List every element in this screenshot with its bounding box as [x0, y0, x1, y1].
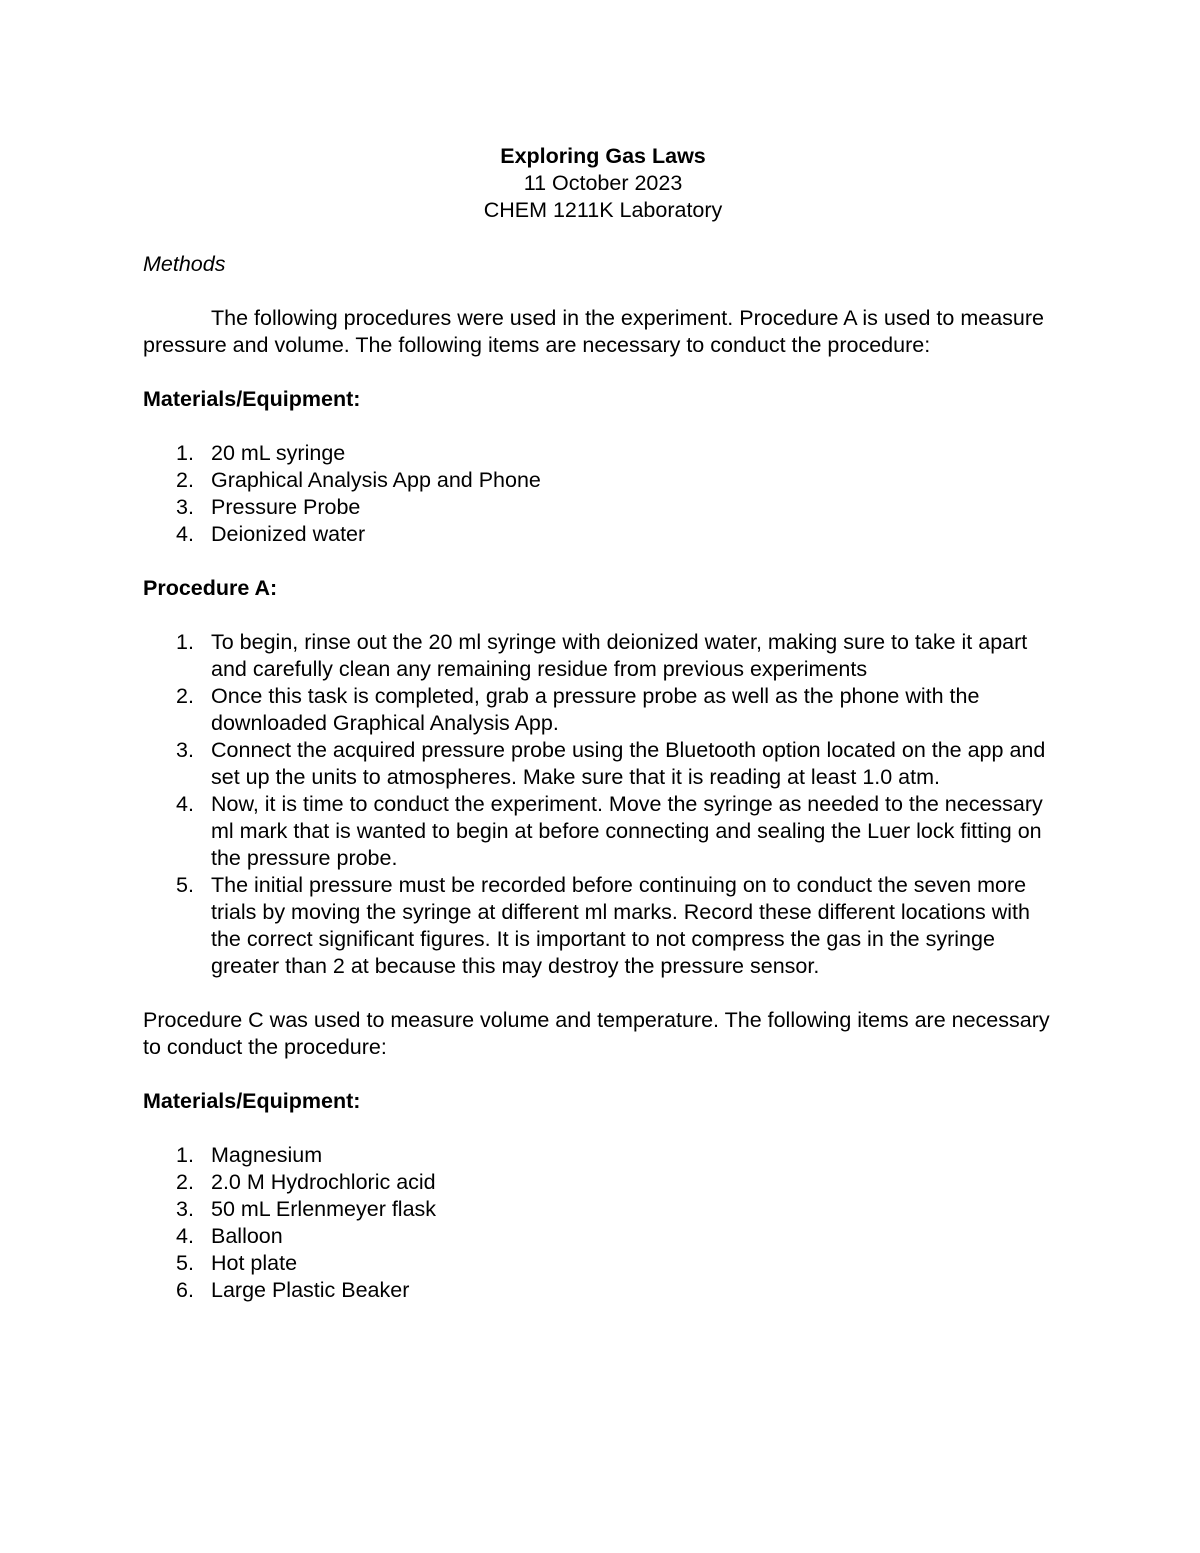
step-text: To begin, rinse out the 20 ml syringe with deionized water, making sure to take it apart and carefully clean any remaining residue from previous experiments	[211, 630, 1028, 681]
procedure-step	[143, 872, 1063, 980]
list-item-text: Graphical Analysis App and Phone	[211, 468, 541, 492]
list-item-text: 50 mL Erlenmeyer flask	[211, 1197, 437, 1221]
list-number: 4.	[176, 522, 194, 546]
list-number: 2.	[176, 1170, 194, 1194]
list-number: 3.	[176, 495, 194, 519]
procedure-a-list	[143, 629, 1063, 980]
list-item	[143, 521, 1063, 548]
materials-a-heading: Materials/Equipment:	[143, 387, 361, 411]
procedure-step	[143, 737, 1063, 791]
list-item-text: Deionized water	[211, 522, 366, 546]
procedure-a-heading: Procedure A:	[143, 576, 278, 600]
materials-a-list	[143, 440, 1063, 548]
step-text: Now, it is time to conduct the experiment. Move the syringe as needed to the necessary ml mark that is wanted to begin at before connecting and sealing the Luer lock fitting on the pressure probe.	[211, 792, 1043, 870]
list-number: 1.	[176, 441, 194, 465]
intro-paragraph: The following procedures were used in the experiment. Procedure A is used to measure pressure and volume. The following items are necessary to conduct the procedure:	[143, 306, 1044, 357]
step-number: 1.	[176, 630, 194, 654]
list-number: 4.	[176, 1224, 194, 1248]
materials-c-list	[143, 1142, 1063, 1304]
list-item-text: Magnesium	[211, 1143, 323, 1167]
step-text: The initial pressure must be recorded before continuing on to conduct the seven more trials by moving the syringe at different ml marks. Record these different locations with the correct significant figures. It is important to not compress the gas in the syringe greater than 2 at because this may destroy the pressure sensor.	[211, 873, 1030, 978]
procedure-step	[143, 629, 1063, 683]
methods-heading: Methods	[143, 252, 226, 276]
materials-c-heading: Materials/Equipment:	[143, 1089, 361, 1113]
step-text: Connect the acquired pressure probe using the Bluetooth option located on the app and set up the units to atmospheres. Make sure that it is reading at least 1.0 atm.	[211, 738, 1046, 789]
list-number: 6.	[176, 1278, 194, 1302]
list-item	[143, 1277, 1063, 1304]
document-title: Exploring Gas Laws	[500, 144, 706, 168]
list-item	[143, 467, 1063, 494]
procedure-c-intro: Procedure C was used to measure volume and temperature. The following items are necessary to conduct the procedure:	[143, 1008, 1050, 1059]
list-item	[143, 1142, 1063, 1169]
procedure-step	[143, 791, 1063, 872]
step-text: Once this task is completed, grab a pressure probe as well as the phone with the downloaded Graphical Analysis App.	[211, 684, 980, 735]
list-item	[143, 494, 1063, 521]
list-item	[143, 440, 1063, 467]
list-item-text: Balloon	[211, 1224, 283, 1248]
list-number: 1.	[176, 1143, 194, 1167]
list-item-text: 2.0 M Hydrochloric acid	[211, 1170, 436, 1194]
step-number: 2.	[176, 684, 194, 708]
list-item	[143, 1196, 1063, 1223]
procedure-step	[143, 683, 1063, 737]
list-item-text: 20 mL syringe	[211, 441, 346, 465]
list-number: 3.	[176, 1197, 194, 1221]
list-number: 5.	[176, 1251, 194, 1275]
list-item-text: Pressure Probe	[211, 495, 361, 519]
list-item	[143, 1169, 1063, 1196]
list-item	[143, 1250, 1063, 1277]
document-date: 11 October 2023	[523, 171, 683, 195]
step-number: 4.	[176, 792, 194, 816]
list-item	[143, 1223, 1063, 1250]
list-number: 2.	[176, 468, 194, 492]
list-item-text: Hot plate	[211, 1251, 298, 1275]
step-number: 5.	[176, 873, 194, 897]
course-name: CHEM 1211K Laboratory	[483, 198, 723, 222]
document-body	[143, 143, 1063, 1304]
step-number: 3.	[176, 738, 194, 762]
list-item-text: Large Plastic Beaker	[211, 1278, 410, 1302]
